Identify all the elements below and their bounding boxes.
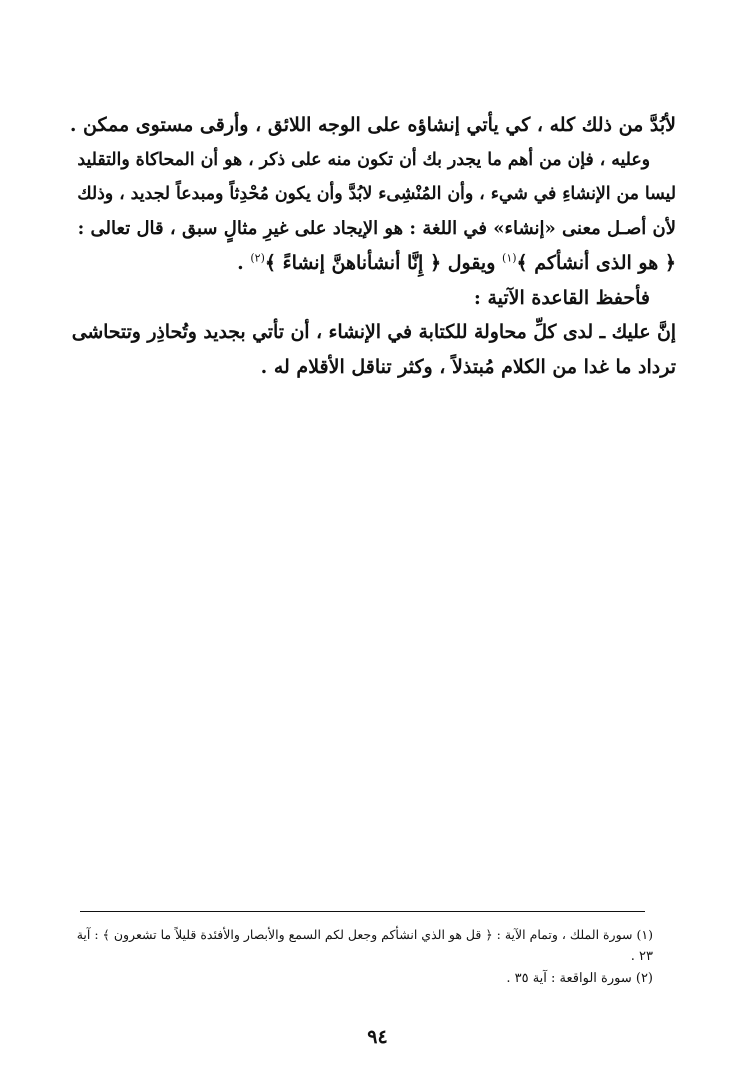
verse-line bbox=[70, 246, 676, 281]
paragraph-4 bbox=[70, 315, 676, 384]
main-text bbox=[70, 108, 676, 384]
text-line: ليسا من الإنشاءِ في شيء ، وأن المُنْشِىء لابُدَّ وأن يكون مُحْدِثاً ومبدعاً لجديد ، وذلك bbox=[77, 184, 676, 204]
text-line: إنَّ عليك ـ لدى كلِّ محاولة للكتابة في الإنشاء ، أن تأتي بجديد وتُحاذِر وتتحاشى bbox=[71, 321, 676, 343]
verse-end: . bbox=[237, 252, 251, 274]
page-number: ٩٤ bbox=[367, 1026, 388, 1048]
footnote-ref-1: (١) bbox=[502, 251, 517, 265]
paragraph-2 bbox=[70, 143, 676, 281]
text-line: فأحفظ القاعدة الآتية : bbox=[473, 286, 650, 309]
verse-connector: ويقول bbox=[441, 252, 503, 274]
quran-verse-1: ﴿ هو الذى أنشأكم ﴾ bbox=[516, 252, 676, 274]
text-line: لأن أصـل معنى «إنشاء» في اللغة : هو الإيجاد على غيرِ مثالٍ سبق ، قال تعالى : bbox=[77, 217, 676, 239]
footnote-1-continuation: ٢٣ . bbox=[630, 949, 653, 964]
footnote-divider bbox=[80, 911, 645, 912]
footnote-1: (١) سورة الملك ، وتمام الآية : ﴿ قل هو الذي انشأكم وجعل لكم السمع والأبصار والأفئدة قليلاً ما تشعرون ﴾ : آية bbox=[76, 927, 653, 942]
text-line: لأبُدَّ من ذلك كله ، كي يأتي إنشاؤه على الوجه اللائق ، وأرقى مستوى ممكن . bbox=[69, 114, 676, 136]
text-line: ترداد ما غدا من الكلام مُبتذلاً ، وكثر تناقل الأقلام له . bbox=[260, 355, 676, 378]
paragraph-1 bbox=[70, 108, 676, 143]
paragraph-3 bbox=[70, 281, 676, 316]
quran-verse-2: ﴿ إِنَّا أنشأناهنَّ إنشاءً ﴾ bbox=[264, 252, 442, 274]
footnote-2: (٢) سورة الواقعة : آية ٣٥ . bbox=[506, 971, 653, 986]
text-line: وعليه ، فإن من أهم ما يجدر بك أن تكون منه على ذكر ، هو أن المحاكاة والتقليد bbox=[77, 149, 650, 170]
footnote-ref-2: (٢) bbox=[250, 251, 265, 265]
footnotes bbox=[70, 924, 653, 990]
